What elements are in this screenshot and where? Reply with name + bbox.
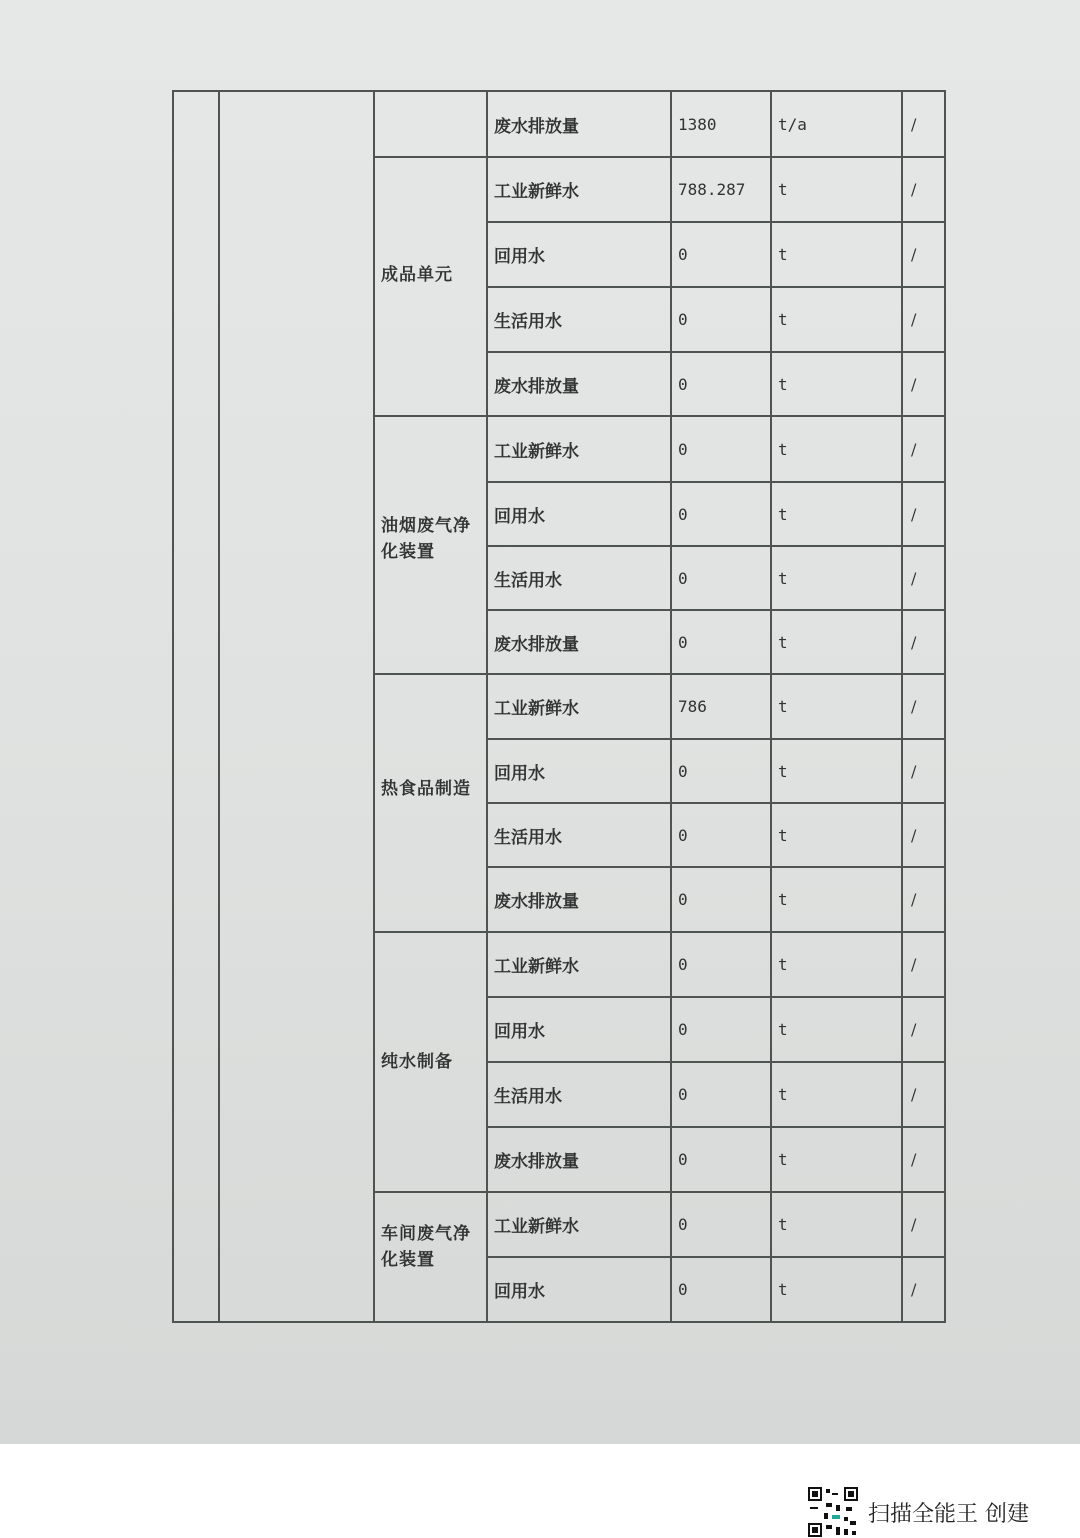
value-cell: 0 (671, 932, 771, 997)
water-item-cell: 废水排放量 (487, 867, 671, 932)
process-unit-cell: 热食品制造 (374, 674, 487, 932)
water-item-cell: 工业新鲜水 (487, 1192, 671, 1257)
process-unit-cell: 车间废气净化装置 (374, 1192, 487, 1322)
remark-cell: / (902, 157, 945, 222)
value-cell: 0 (671, 610, 771, 674)
value-cell: 0 (671, 803, 771, 867)
value-cell: 0 (671, 1192, 771, 1257)
unit-cell: t (771, 546, 902, 610)
value-cell: 1380 (671, 91, 771, 157)
unit-cell: t (771, 1127, 902, 1192)
scanner-watermark (808, 1486, 1029, 1538)
table-row (173, 91, 945, 157)
water-item-cell: 工业新鲜水 (487, 932, 671, 997)
value-cell: 0 (671, 1257, 771, 1322)
remark-cell: / (902, 287, 945, 352)
water-balance-table (172, 90, 946, 1323)
unit-cell: t (771, 352, 902, 416)
process-unit-cell: 纯水制备 (374, 932, 487, 1192)
value-cell: 0 (671, 287, 771, 352)
unit-cell: t (771, 222, 902, 287)
value-cell: 786 (671, 674, 771, 739)
remark-cell: / (902, 222, 945, 287)
value-cell: 0 (671, 739, 771, 803)
unit-cell: t (771, 674, 902, 739)
value-cell: 0 (671, 352, 771, 416)
unit-cell: t (771, 1257, 902, 1322)
water-item-cell: 生活用水 (487, 546, 671, 610)
remark-cell: / (902, 546, 945, 610)
water-item-cell: 废水排放量 (487, 352, 671, 416)
water-item-cell: 工业新鲜水 (487, 674, 671, 739)
remark-cell: / (902, 1257, 945, 1322)
water-item-cell: 废水排放量 (487, 1127, 671, 1192)
water-item-cell: 工业新鲜水 (487, 157, 671, 222)
unit-cell: t (771, 287, 902, 352)
remark-cell: / (902, 803, 945, 867)
remark-cell: / (902, 482, 945, 546)
remark-cell: / (902, 674, 945, 739)
unit-cell: t (771, 1192, 902, 1257)
water-item-cell: 废水排放量 (487, 91, 671, 157)
unit-cell: t (771, 997, 902, 1062)
water-item-cell: 工业新鲜水 (487, 416, 671, 482)
unit-cell: t (771, 157, 902, 222)
remark-cell: / (902, 1062, 945, 1127)
value-cell: 0 (671, 416, 771, 482)
water-item-cell: 废水排放量 (487, 610, 671, 674)
remark-cell: / (902, 932, 945, 997)
value-cell: 0 (671, 546, 771, 610)
unit-cell: t/a (771, 91, 902, 157)
unit-cell: t (771, 1062, 902, 1127)
remark-cell: / (902, 416, 945, 482)
brand-text: 扫描全能王 创建 (868, 1501, 1029, 1527)
water-item-cell: 回用水 (487, 482, 671, 546)
process-unit-cell: 油烟废气净化装置 (374, 416, 487, 674)
value-cell: 0 (671, 867, 771, 932)
water-item-cell: 回用水 (487, 222, 671, 287)
index-column-cell (173, 91, 219, 1322)
unit-cell: t (771, 932, 902, 997)
table-body (173, 91, 945, 1322)
unit-cell: t (771, 482, 902, 546)
qr-code-icon (808, 1487, 858, 1537)
remark-cell: / (902, 1192, 945, 1257)
water-item-cell: 生活用水 (487, 803, 671, 867)
process-unit-cell (374, 91, 487, 157)
remark-cell: / (902, 739, 945, 803)
remark-cell: / (902, 867, 945, 932)
water-item-cell: 回用水 (487, 1257, 671, 1322)
unit-cell: t (771, 610, 902, 674)
water-item-cell: 回用水 (487, 739, 671, 803)
value-cell: 0 (671, 482, 771, 546)
value-cell: 788.287 (671, 157, 771, 222)
category-column-cell (219, 91, 374, 1322)
remark-cell: / (902, 610, 945, 674)
unit-cell: t (771, 867, 902, 932)
process-unit-cell: 成品单元 (374, 157, 487, 416)
water-item-cell: 回用水 (487, 997, 671, 1062)
water-item-cell: 生活用水 (487, 287, 671, 352)
value-cell: 0 (671, 222, 771, 287)
unit-cell: t (771, 803, 902, 867)
unit-cell: t (771, 416, 902, 482)
value-cell: 0 (671, 997, 771, 1062)
value-cell: 0 (671, 1127, 771, 1192)
remark-cell: / (902, 1127, 945, 1192)
value-cell: 0 (671, 1062, 771, 1127)
remark-cell: / (902, 352, 945, 416)
remark-cell: / (902, 997, 945, 1062)
water-item-cell: 生活用水 (487, 1062, 671, 1127)
unit-cell: t (771, 739, 902, 803)
remark-cell: / (902, 91, 945, 157)
